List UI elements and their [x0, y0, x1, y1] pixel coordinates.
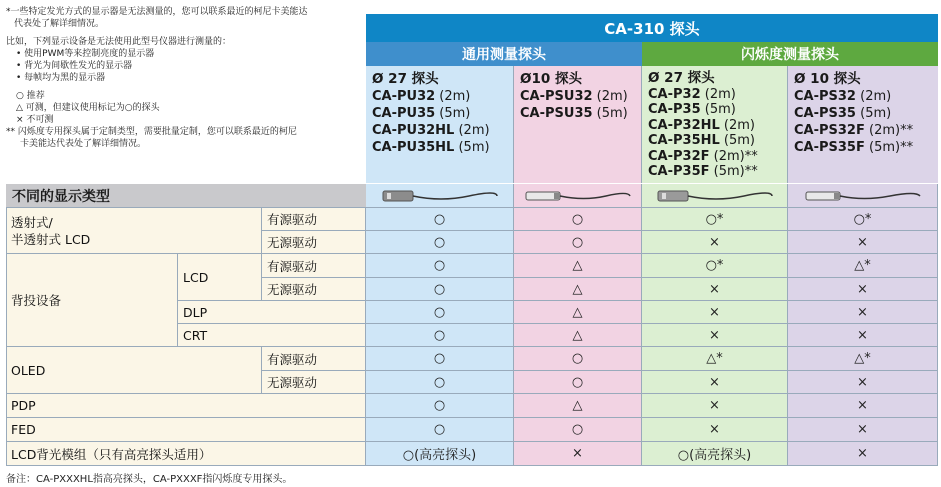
- probe-item: CA-PSU32 (2m): [520, 89, 628, 104]
- probe-cable-icon: [804, 188, 922, 204]
- value-cell: ○: [366, 208, 514, 231]
- probe-head: Ø 27 探头: [648, 70, 715, 86]
- value-cell: △: [514, 301, 642, 324]
- probe-item: CA-PS32 (2m): [794, 89, 892, 104]
- value-cell: ○: [366, 301, 514, 324]
- value-cell: ○: [366, 254, 514, 278]
- probe-head: Ø 27 探头: [372, 71, 439, 87]
- probe-item: CA-PU32HL (2m): [372, 123, 490, 138]
- value-cell: ×: [788, 278, 938, 301]
- value-cell: △: [514, 278, 642, 301]
- label-lcd: LCD: [178, 254, 262, 301]
- probe-column-pu: [366, 66, 514, 183]
- value-cell: ×: [788, 418, 938, 442]
- value-cell: ○*: [642, 254, 788, 278]
- value-cell: △*: [788, 347, 938, 371]
- probe-item: CA-P32 (2m): [648, 86, 736, 102]
- value-cell: ×: [788, 371, 938, 394]
- label-passive-drive: 无源驱动: [262, 278, 366, 301]
- value-cell: △: [514, 254, 642, 278]
- value-cell: ×: [788, 324, 938, 347]
- table-title: CA-310 探头: [366, 14, 938, 42]
- probe-item: CA-PU35HL (5m): [372, 140, 490, 155]
- value-cell: ×: [642, 278, 788, 301]
- probe-image-psu: [514, 184, 642, 208]
- probe-image-pu: [366, 184, 514, 208]
- note-line: 代表处了解详细情况。: [14, 19, 105, 29]
- value-cell: △*: [642, 347, 788, 371]
- note-bullet: • 使用PWM等来控制亮度的显示器: [16, 48, 358, 60]
- section-label: 不同的显示类型: [6, 184, 366, 208]
- probe-column-ps: [788, 66, 938, 183]
- label-rear-projection: 背投设备: [6, 254, 178, 347]
- probe-cable-icon: [524, 188, 632, 204]
- value-cell: ×: [788, 231, 938, 254]
- probe-item: CA-PU32 (2m): [372, 89, 471, 104]
- value-cell: ○: [514, 418, 642, 442]
- value-cell: ○: [514, 208, 642, 231]
- probe-item: CA-P35HL (5m): [648, 133, 755, 148]
- value-cell: ○(高亮探头): [366, 442, 514, 466]
- label-pdp: PDP: [6, 394, 366, 418]
- probe-cable-icon: [381, 188, 499, 204]
- group-general-header: 通用测量探头: [366, 42, 642, 66]
- probe-image-p: [642, 184, 788, 208]
- value-cell: ○: [366, 418, 514, 442]
- value-cell: ×: [642, 371, 788, 394]
- value-cell: ×: [642, 231, 788, 254]
- value-cell: ○: [366, 231, 514, 254]
- label-active-drive: 有源驱动: [262, 208, 366, 231]
- probe-item: CA-P35 (5m): [648, 102, 736, 117]
- value-cell: ×: [642, 418, 788, 442]
- label-active-drive: 有源驱动: [262, 254, 366, 278]
- note-line: *一些特定发光方式的显示器是无法测量的，您可以联系最近的柯尼卡美能达: [6, 7, 308, 17]
- value-cell: ○: [366, 371, 514, 394]
- note-line: ** 闪烁度专用探头属于定制类型，需要批量定制，您可以联系最近的柯尼: [6, 127, 297, 137]
- value-cell: ×: [642, 301, 788, 324]
- value-cell: ○(高亮探头): [642, 442, 788, 466]
- value-cell: ○*: [788, 208, 938, 231]
- value-cell: ×: [788, 442, 938, 466]
- probe-cable-icon: [656, 188, 774, 204]
- value-cell: ○: [366, 347, 514, 371]
- value-cell: △*: [788, 254, 938, 278]
- probe-item: CA-PU35 (5m): [372, 106, 471, 121]
- value-cell: ×: [788, 301, 938, 324]
- note-bullet: • 每帧均为黑的显示器: [16, 72, 358, 84]
- probe-item: CA-PS32F (2m)**: [794, 123, 914, 138]
- probe-column-psu: [514, 66, 642, 183]
- probe-item: CA-P32F (2m)**: [648, 148, 758, 164]
- note-bullet: • 背光为间歇性发光的显示器: [16, 60, 358, 72]
- label-oled: OLED: [6, 347, 262, 394]
- note-line: 卡美能达代表处了解详细情况。: [20, 139, 147, 149]
- probe-head: Ø 10 探头: [794, 71, 861, 87]
- footer-note: 备注：CA-PXXXHL指高亮探头，CA-PXXXF指闪烁度专用探头。: [6, 474, 293, 485]
- notes-block: [6, 6, 358, 150]
- value-cell: △: [514, 324, 642, 347]
- label-crt: CRT: [178, 324, 366, 347]
- value-cell: ○*: [642, 208, 788, 231]
- probe-item: CA-P32HL (2m): [648, 117, 755, 133]
- label-passive-drive: 无源驱动: [262, 231, 366, 254]
- value-cell: ○: [366, 324, 514, 347]
- probe-head: Ø10 探头: [520, 71, 582, 87]
- group-flicker-header: 闪烁度测量探头: [642, 42, 938, 66]
- value-cell: ×: [642, 324, 788, 347]
- label-dlp: DLP: [178, 301, 366, 324]
- legend-not-measurable: × 不可测: [16, 115, 54, 125]
- legend-measurable: △ 可测，但建议使用标记为○的探头: [16, 103, 160, 113]
- value-cell: ○: [514, 231, 642, 254]
- probe-item: CA-PSU35 (5m): [520, 106, 628, 121]
- value-cell: ×: [642, 394, 788, 418]
- value-cell: △: [514, 394, 642, 418]
- value-cell: ○: [366, 394, 514, 418]
- label-backlight: LCD背光模组（只有高亮探头适用）: [6, 442, 366, 466]
- value-cell: ×: [514, 442, 642, 466]
- label-transmissive-lcd: 透射式/ 半透射式 LCD: [6, 208, 262, 254]
- value-cell: ○: [514, 371, 642, 394]
- legend-recommended: ○ 推荐: [16, 91, 45, 101]
- probe-column-p: [642, 66, 788, 183]
- note-line: 比如，下列显示设备是无法使用此型号仪器进行测量的：: [6, 37, 232, 47]
- label-fed: FED: [6, 418, 366, 442]
- probe-image-ps: [788, 184, 938, 208]
- value-cell: ○: [366, 278, 514, 301]
- value-cell: ○: [514, 347, 642, 371]
- value-cell: ×: [788, 394, 938, 418]
- probe-item: CA-P35F (5m)**: [648, 164, 758, 179]
- label-passive-drive: 无源驱动: [262, 371, 366, 394]
- probe-item: CA-PS35F (5m)**: [794, 140, 914, 155]
- label-active-drive: 有源驱动: [262, 347, 366, 371]
- note-bullets: [6, 48, 358, 84]
- probe-item: CA-PS35 (5m): [794, 106, 892, 121]
